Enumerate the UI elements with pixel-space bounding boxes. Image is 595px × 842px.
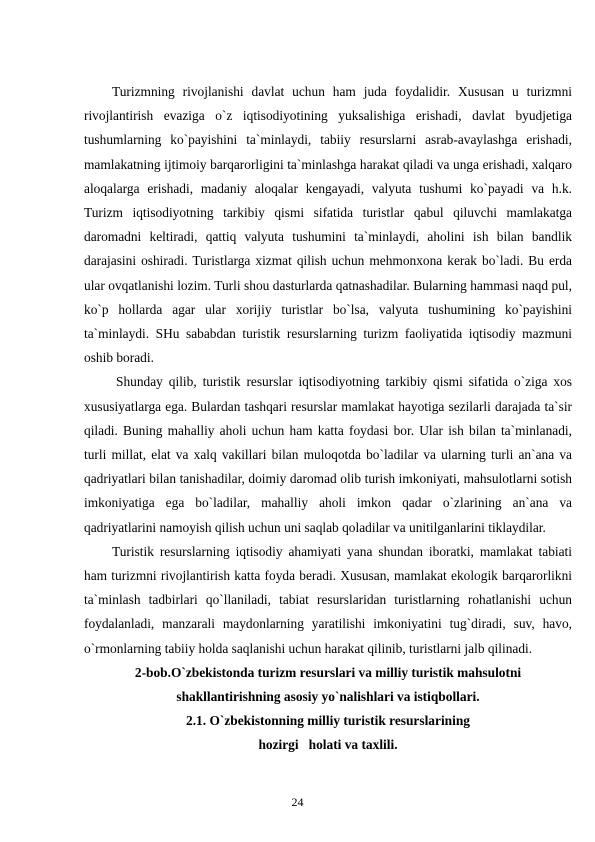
chapter-heading-line-2: shakllantirishning asosiy yo`nalishlari va istiqbollari. bbox=[176, 689, 480, 705]
paragraph-1: Turizmning rivojlanishi davlat uchun ham juda foydalidir. Xususan u turizmni rivojlantirish evaziga o`z iqtisodiyotining yuksalishiga erishadi, davlat byudjetiga tushumlarning ko`payishini ta`minlaydi, tabiiy resurslarni asrab-avaylashga erishadi, mamlakatning ijtimoiy barqarorligini ta`minlashga harakat qiladi va unga erishadi, xalqaro aloqalarga erishadi, madaniy aloqalar kengayadi, valyuta tushumi ko`payadi va h.k. Turizm iqtisodiyotning tarkibiy qismi sifatida turistlar qabul qiluvchi mamlakatga daromadni keltiradi, qattiq valyuta tushumini ta`minlaydi, aholini ish bilan bandlik darajasini oshiradi. Turistlarga xizmat qilish uchun mehmonxona kerak bo`ladi. Bu erda ular ovqatlanishi lozim. Turli shou dasturlarda qatnashadilar. Bularning hammasi naqd pul, ko`p hollarda agar ular xorijiy turistlar bo`lsa, valyuta tushumining ko`payishini ta`minlaydi. SHu sababdan turistik resurslarning turizm faoliyatida iqtisodiy mazmuni oshib boradi. bbox=[84, 84, 572, 366]
chapter-heading-line-1: 2-bob.O`zbekistonda turizm resurslari va milliy turistik mahsulotni bbox=[134, 664, 522, 680]
section-heading-line-1: 2.1. O`zbekistonning milliy turistik resurslarining bbox=[186, 713, 470, 729]
page-number: 24 bbox=[291, 795, 304, 809]
paragraph-2: Shunday qilib, turistik resurslar iqtisodiyotning tarkibiy qismi sifatida o`ziga xos xususiyatlarga ega. Bulardan tashqari resurslar mamlakat hayotiga sezilarli darajada ta`sir qiladi. Buning mahalliy aholi uchun ham katta foydasi bor. Ular ish bilan ta`minlanadi, turli millat, elat va xalq vakillari bilan muloqotda bo`ladilar va ularning turli an`ana va qadriyatlari bilan tanishadilar, doimiy daromad olib turish imkoniyati, mahsulotlarni sotish imkoniyatiga ega bo`ladilar, mahalliy aholi imkon qadar o`zlarining an`ana va qadriyatlarini namoyish qilish uchun uni saqlab qoladilar va unitilganlarini tiklaydilar. bbox=[84, 374, 572, 535]
section-heading-line-2: hozirgi holati va taxlili. bbox=[258, 737, 398, 753]
body-text bbox=[84, 80, 572, 758]
paragraph-3: Turistik resurslarning iqtisodiy ahamiyati yana shundan iboratki, mamlakat tabiati ham turizmni rivojlantirish katta foyda beradi. Xususan, mamlakat ekologik barqarorlikni ta`minlash tadbirlari qo`llaniladi, tabiat resurslaridan turistlarning rohatlanishi uchun foydalanladi, manzarali maydonlarning yaratilishi imkoniyatini tug`diradi, suv, havo, o`rmonlarning tabiiy holda saqlanishi uchun harakat qilinib, turistlarni jalb qilinadi. bbox=[84, 543, 572, 656]
